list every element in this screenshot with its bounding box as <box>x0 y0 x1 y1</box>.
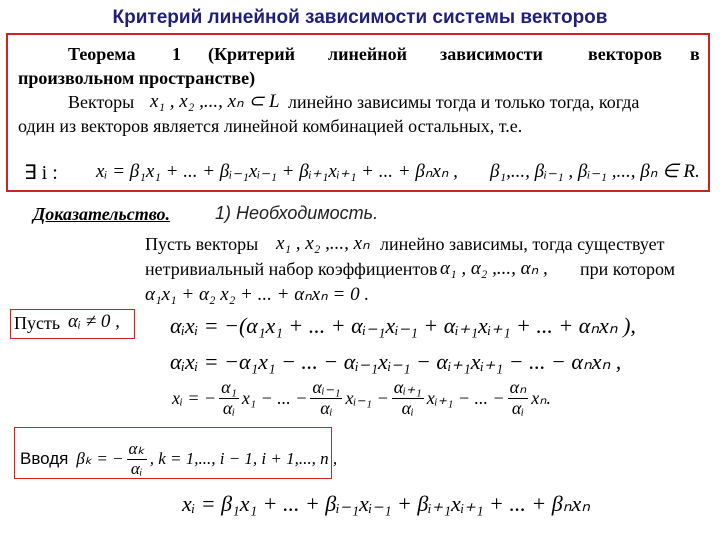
theorem-word: Теорема <box>68 44 136 64</box>
fraction-numerator: αᵢ₋₁ <box>312 377 341 397</box>
theorem-heading-word: (Критерий <box>208 44 296 64</box>
fraction-denominator: αᵢ <box>401 397 414 418</box>
fraction-numerator: αᵢ₊₁ <box>393 377 422 397</box>
necessity-heading: 1) Необходимость. <box>215 203 379 223</box>
theorem-heading-word: линейной <box>328 44 407 64</box>
beta-definition <box>20 440 337 478</box>
theorem-formula: xᵢ = β₁x₁ + ... + βᵢ₋₁xᵢ₋₁ + βᵢ₊₁xᵢ₊₁ + ... + βₙxₙ , <box>96 161 458 182</box>
theorem-vectors: x₁ , x₂ ,..., xₙ ⊂ L <box>150 91 280 112</box>
fraction <box>392 378 424 419</box>
proof-line2-rest: при котором <box>580 259 676 279</box>
proof-line1-prefix: Пусть векторы <box>145 234 259 254</box>
proof-line2-prefix: нетривиальный набор коэффициентов <box>145 259 438 279</box>
slide-title: Критерий линейной зависимости системы векторов <box>112 7 608 28</box>
proof-heading: Доказательство. <box>33 204 171 224</box>
equation-3-term: xᵢ₊₁ − ... − <box>426 387 505 408</box>
final-equation: xᵢ = β₁x₁ + ... + βᵢ₋₁xᵢ₋₁ + βᵢ₊₁xᵢ₊₁ + ... + βₙxₙ <box>182 491 590 516</box>
equation-3-lhs: xᵢ = − <box>172 387 217 408</box>
theorem-statement-rest: линейно зависимы тогда и только тогда, когда <box>288 92 640 112</box>
theorem-statement-prefix: Векторы <box>68 92 135 112</box>
exists-quantifier: ∃ i : <box>24 162 58 184</box>
fraction-numerator: αₖ <box>128 439 145 458</box>
definition-label: Вводя <box>20 449 69 469</box>
equation-1: αᵢxᵢ = −(α₁x₁ + ... + αᵢ₋₁xᵢ₋₁ + αᵢ₊₁xᵢ₊₁ + ... + αₙxₙ ), <box>170 313 636 338</box>
equation-3-term: xₙ. <box>531 387 551 408</box>
proof-line1-vectors: x₁ , x₂ ,..., xₙ <box>276 233 370 254</box>
beta-lhs: βₖ = − <box>76 449 124 469</box>
theorem-statement-line2: один из векторов является линейной комбинацией остальных, т.е. <box>18 116 523 136</box>
proof-line1-rest: линейно зависимы, тогда существует <box>380 234 665 254</box>
assumption-label: Пусть <box>14 313 61 333</box>
fraction <box>219 378 239 419</box>
equation-3 <box>172 378 551 419</box>
assumption-math: αᵢ ≠ 0 , <box>68 311 120 332</box>
fraction <box>127 440 147 478</box>
equation-3-term: xᵢ₋₁ − <box>345 387 389 408</box>
fraction-denominator: αᵢ <box>320 397 333 418</box>
index-range: , k = 1,..., i − 1, i + 1,..., n , <box>149 449 338 469</box>
proof-line2-coeffs: α₁ , α₂ ,..., αₙ , <box>440 258 548 279</box>
theorem-number: 1 <box>172 44 181 64</box>
theorem-coefficients: β₁,..., βᵢ₋₁ , βᵢ₋₁ ,..., βₙ ∈ R. <box>490 161 700 182</box>
theorem-heading-line2: произвольном пространстве) <box>18 68 256 88</box>
equation-2: αᵢxᵢ = −α₁x₁ − ... − αᵢ₋₁xᵢ₋₁ − αᵢ₊₁xᵢ₊₁ − ... − αₙxₙ , <box>170 349 622 374</box>
fraction-denominator: αᵢ <box>130 458 143 478</box>
fraction-numerator: αₙ <box>509 377 527 397</box>
fraction-numerator: α₁ <box>221 377 237 397</box>
linear-combination-equation: α₁x₁ + α₂ x₂ + ... + αₙxₙ = 0 . <box>145 284 370 305</box>
fraction <box>310 378 342 419</box>
theorem-heading-word: в <box>690 44 700 64</box>
theorem-heading-word: зависимости <box>440 44 543 64</box>
theorem-heading-word: векторов <box>588 44 662 64</box>
fraction-denominator: αᵢ <box>222 397 236 418</box>
fraction <box>508 378 529 419</box>
equation-3-term: x₁ − ... − <box>241 387 308 408</box>
fraction-denominator: αᵢ <box>511 397 525 418</box>
